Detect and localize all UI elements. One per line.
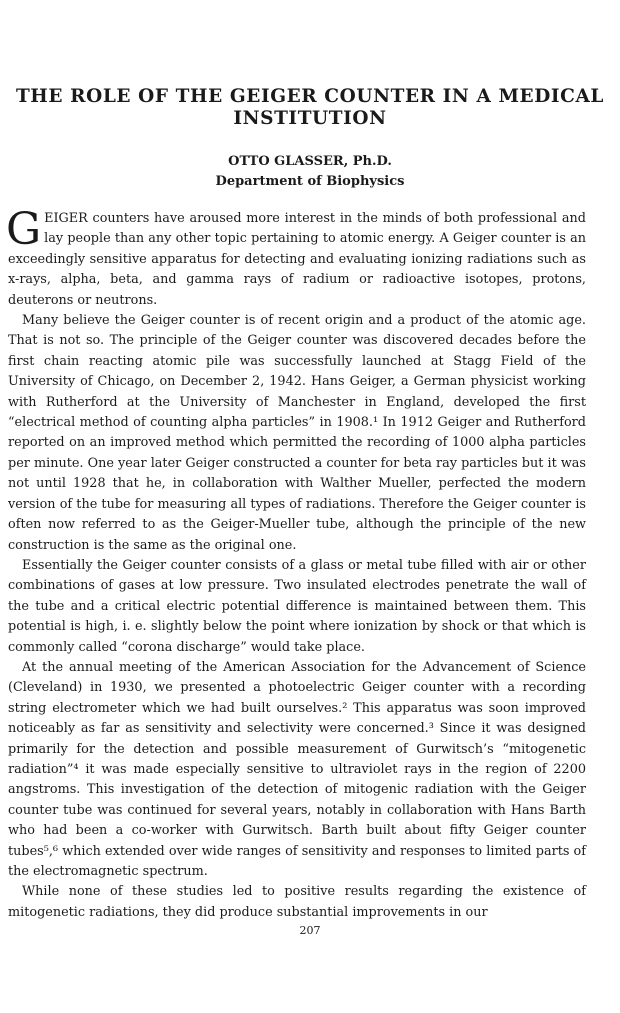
paragraph-4: At the annual meeting of the American Association for the Advancement of Science (Cleveland) in 1930, we presented a photoelectric Geiger counter with a recording string electrometer which we had built ourselves.² This apparatus was soon improved noticeably as far as sensitivity and selectivity were concerned.³ Since it was designed primarily for the detection and possible measurement of Gurwitsch’s “mitogenetic radiation”⁴ it was made especially sensitive to ultraviolet rays in the region of 2200 angstroms. This investigation of the detection of mitogenic radiation with the Geiger counter tube was continued for several years, notably in collaboration with Hans Barth who had been a co-worker with Gurwitsch. Barth built about fifty Geiger counter tubes⁵,⁶ which extended over wide ranges of sensitivity and responses to limited parts of the electromagnetic spectrum.: [8, 659, 586, 879]
paragraph-3: Essentially the Geiger counter consists of a glass or metal tube filled with air or other combinations of gases at low pressure. Two insulated electrodes penetrate the wall of the tube and a critical electric potential difference is maintained between them. This potential is high, i. e. slightly below the point where ionization by shock or that which is commonly called “corona discharge” would take place.: [8, 557, 586, 655]
author-department: Department of Biophysics: [215, 174, 405, 189]
drop-cap: G: [6, 204, 42, 255]
paragraph-1: [6, 204, 586, 311]
paragraph-1-text: EIGER counters have aroused more interest in the minds of both professional and lay people than any other topic pertaining to atomic energy. A Geiger counter is an exceedingly sensitive apparatus for detecting and evaluating ionizing radiations such as x-rays, alpha, beta, and gamma rays of radium or radioactive isotopes, protons, deuterons or neutrons.: [8, 211, 586, 308]
article-title: THE ROLE OF THE GEIGER COUNTER IN A MEDICAL INSTITUTION: [15, 86, 605, 129]
article-body: [6, 204, 586, 923]
paragraph-5: While none of these studies led to positive results regarding the existence of mitogenetic radiations, they did produce substantial improvements in our: [8, 884, 586, 920]
author-name: OTTO GLASSER, Ph.D.: [228, 154, 392, 169]
author-block: [0, 152, 620, 192]
paragraph-2: Many believe the Geiger counter is of recent origin and a product of the atomic age. That is not so. The principle of the Geiger counter was discovered decades before the first chain reacting atomic pile was successfully launched at Stagg Field of the University of Chicago, on December 2, 1942. Hans Geiger, a German physicist working with Rutherford at the University of Manchester in England, developed the first “electrical method of counting alpha particles” in 1908.¹ In 1912 Geiger and Rutherford reported on an improved method which permitted the recording of 1000 alpha particles per minute. One year later Geiger constructed a counter for beta ray particles but it was not until 1928 that he, in collaboration with Walther Mueller, perfected the modern version of the tube for measuring all types of radiations. Therefore the Geiger counter is often now referred to as the Geiger-Mueller tube, although the principle of the new construction is the same as the original one.: [8, 313, 586, 553]
page-number: 207: [299, 924, 321, 937]
